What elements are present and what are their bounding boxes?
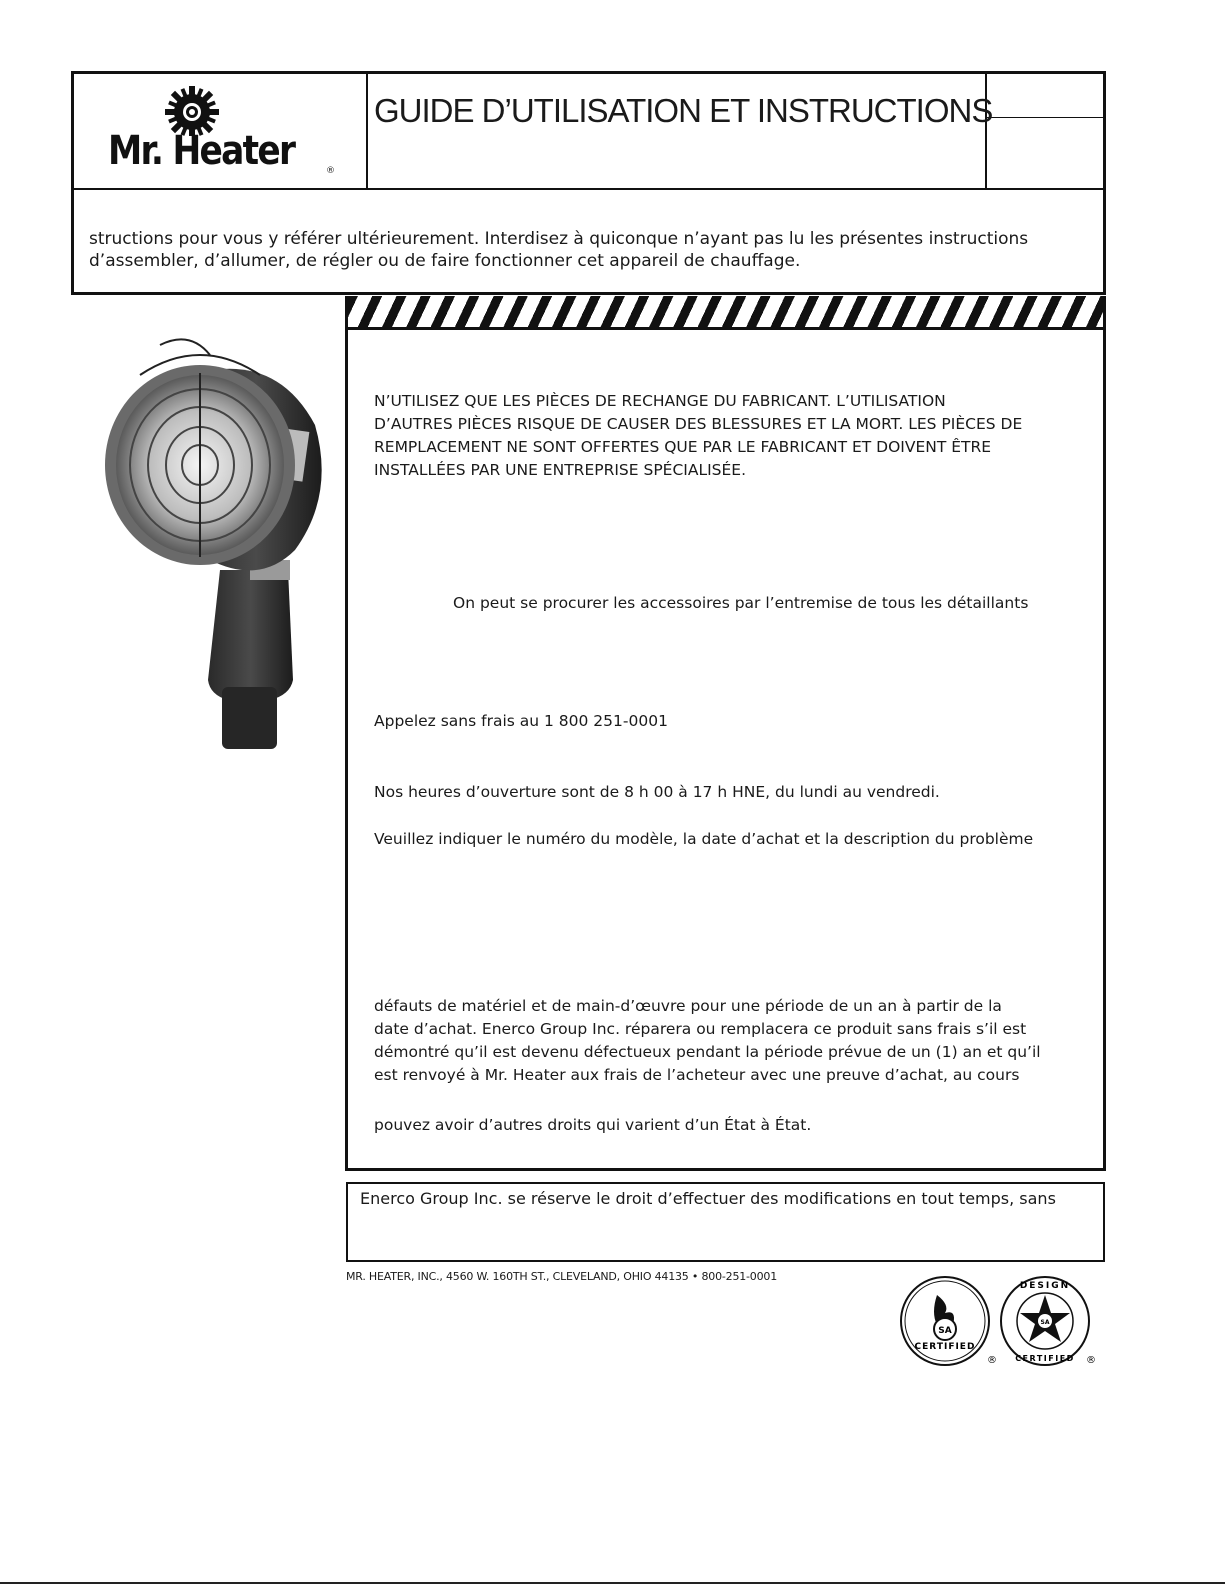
hours-text: Nos heures d’ouverture sont de 8 h 00 à 17 h HNE, du lundi au vendredi. bbox=[374, 783, 940, 801]
header-box bbox=[71, 71, 1106, 295]
phone-text: Appelez sans frais au 1 800 251-0001 bbox=[374, 712, 668, 730]
parts-warning-line: REMPLACEMENT NE SONT OFFERTES QUE PAR LE FABRICANT ET DOIVENT ÊTRE bbox=[374, 438, 992, 456]
certification-logos bbox=[895, 1275, 1095, 1367]
csa-certified-icon bbox=[901, 1277, 997, 1366]
bottom-rule bbox=[0, 1582, 1225, 1584]
heater-product-image bbox=[100, 335, 340, 755]
notice-text: Enerco Group Inc. se réserve le droit d’effectuer des modifications en tout temps, sans bbox=[360, 1189, 1056, 1208]
rights-text: pouvez avoir d’autres droits qui varient d’un État à État. bbox=[374, 1116, 812, 1134]
parts-warning-line: D’AUTRES PIÈCES RISQUE DE CAUSER DES BLESSURES ET LA MORT. LES PIÈCES DE bbox=[374, 415, 1023, 433]
page-title: GUIDE D’UTILISATION ET INSTRUCTIONS bbox=[374, 92, 993, 129]
hazard-stripe bbox=[345, 296, 1106, 329]
parts-warning bbox=[374, 390, 1022, 482]
csa-certified-text: CERTIFIED bbox=[914, 1342, 976, 1352]
warranty-line: démontré qu’il est devenu défectueux pendant la période prévue de un (1) an et qu’il bbox=[374, 1043, 1041, 1061]
registered-mark: ® bbox=[326, 166, 335, 176]
notice-box bbox=[346, 1182, 1105, 1262]
footer-address: MR. HEATER, INC., 4560 W. 160TH ST., CLEVELAND, OHIO 44135 • 800-251-0001 bbox=[346, 1270, 778, 1283]
warranty-line: défauts de matériel et de main-d’œuvre pour une période de un an à partir de la bbox=[374, 997, 1002, 1015]
brand-logo bbox=[108, 86, 338, 181]
intro-line: d’assembler, d’allumer, de régler ou de faire fonctionner cet appareil de chauffage. bbox=[89, 251, 801, 271]
registered-mark: ® bbox=[987, 1355, 997, 1366]
warranty-line: est renvoyé à Mr. Heater aux frais de l’acheteur avec une preuve d’achat, au cours bbox=[374, 1066, 1020, 1084]
warranty-line: date d’achat. Enerco Group Inc. réparera ou remplacera ce produit sans frais s’il est bbox=[374, 1020, 1027, 1038]
header-column-divider bbox=[366, 74, 368, 188]
intro-line: structions pour vous y référer ultérieurement. Interdisez à quiconque n’ayant pas lu les présentes instructions bbox=[89, 229, 1029, 249]
header-model-line bbox=[987, 117, 1106, 118]
intro-text bbox=[89, 228, 1089, 272]
header-divider bbox=[74, 188, 1103, 190]
design-mark-text: SA bbox=[1040, 1319, 1050, 1326]
registered-mark: ® bbox=[1086, 1355, 1095, 1366]
design-text: DESIGN bbox=[1019, 1281, 1071, 1291]
logo-wordmark: Mr. Heater bbox=[108, 128, 295, 174]
design-certified-text: CERTIFIED bbox=[1015, 1354, 1075, 1363]
main-content-box bbox=[345, 327, 1106, 1171]
parts-warning-line: INSTALLÉES PAR UNE ENTREPRISE SPÉCIALISÉE. bbox=[374, 461, 747, 479]
accessories-text: On peut se procurer les accessoires par l’entremise de tous les détaillants bbox=[453, 594, 1029, 612]
csa-mark-text: SA bbox=[938, 1326, 952, 1336]
indicate-text: Veuillez indiquer le numéro du modèle, la date d’achat et la description du problème bbox=[374, 830, 1034, 848]
parts-warning-line: N’UTILISEZ QUE LES PIÈCES DE RECHANGE DU FABRICANT. L’UTILISATION bbox=[374, 392, 946, 410]
design-certified-icon bbox=[1001, 1277, 1095, 1366]
warranty-text bbox=[374, 995, 1041, 1087]
